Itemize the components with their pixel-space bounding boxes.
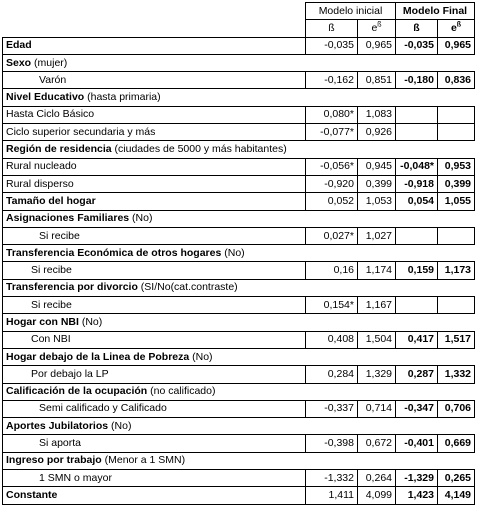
row-label-cell xyxy=(3,452,475,469)
header-empty-cell xyxy=(3,20,306,37)
table-group-row xyxy=(3,348,475,365)
beta-final-cell xyxy=(396,106,438,123)
exp-beta-initial-cell: 0,399 xyxy=(358,175,396,192)
row-label-cell xyxy=(3,72,306,89)
table-row xyxy=(3,262,475,279)
table-row xyxy=(3,487,475,504)
row-label: Región de residencia xyxy=(6,143,112,156)
exp-beta-final-cell: 0,965 xyxy=(438,37,475,54)
row-label-cell xyxy=(3,89,475,106)
exp-beta-initial-cell: 1,053 xyxy=(358,193,396,210)
beta-final-cell: -1,329 xyxy=(396,470,438,487)
row-label-cell xyxy=(3,314,475,331)
table-row xyxy=(3,72,475,89)
exp-beta-final-cell xyxy=(438,124,475,141)
row-label: Hasta Ciclo Básico xyxy=(6,108,95,121)
row-label: Edad xyxy=(6,39,32,52)
exp-beta-final-cell xyxy=(438,227,475,244)
table-row xyxy=(3,297,475,314)
row-label-cell xyxy=(3,487,306,504)
row-label: Transferencia Económica de otros hogares xyxy=(6,246,222,259)
exp-beta-final-cell: 4,149 xyxy=(438,487,475,504)
table-group-row xyxy=(3,314,475,331)
exp-superscript: ß xyxy=(377,21,382,29)
exp-beta-final-cell xyxy=(438,297,475,314)
exp-beta-final-cell: 0,265 xyxy=(438,470,475,487)
table-row xyxy=(3,193,475,210)
regression-table-sheet xyxy=(2,2,474,505)
row-label-cell xyxy=(3,418,475,435)
header-row-models xyxy=(3,3,475,20)
row-reference-note: (No) xyxy=(189,350,213,363)
model-final-header: Modelo Final xyxy=(396,3,475,20)
beta-initial-cell: -1,332 xyxy=(306,470,358,487)
row-reference-note: (No) xyxy=(108,419,132,432)
beta-initial-cell: -0,920 xyxy=(306,175,358,192)
row-reference-note: (mujer) xyxy=(31,56,68,69)
row-label: Si recibe xyxy=(31,264,72,277)
row-label-cell xyxy=(3,262,306,279)
row-label: Con NBI xyxy=(31,333,71,346)
row-reference-note: (SI/No(cat.contraste) xyxy=(137,281,238,294)
exp-beta-final-cell: 1,517 xyxy=(438,331,475,348)
exp-beta-initial-cell: 0,926 xyxy=(358,124,396,141)
row-label-cell xyxy=(3,400,306,417)
beta-initial-cell: 0,154* xyxy=(306,297,358,314)
beta-final-cell: -0,401 xyxy=(396,435,438,452)
exp-beta-initial-cell: 1,027 xyxy=(358,227,396,244)
exp-beta-final-cell: 1,332 xyxy=(438,366,475,383)
model-initial-header: Modelo inicial xyxy=(306,3,396,20)
table-group-row xyxy=(3,89,475,106)
exp-beta-final-cell: 1,173 xyxy=(438,262,475,279)
beta-initial-cell: 0,080* xyxy=(306,106,358,123)
table-row xyxy=(3,227,475,244)
row-reference-note: (ciudades de 5000 y más habitantes) xyxy=(111,143,287,156)
beta-final-cell: 0,287 xyxy=(396,366,438,383)
row-label-cell xyxy=(3,331,306,348)
exp-beta-initial-cell: 0,945 xyxy=(358,158,396,175)
table-group-row xyxy=(3,383,475,400)
beta-initial-cell: 0,16 xyxy=(306,262,358,279)
table-row xyxy=(3,106,475,123)
table-group-row xyxy=(3,210,475,227)
row-label: Tamaño del hogar xyxy=(6,194,96,207)
beta-final-cell: -0,347 xyxy=(396,400,438,417)
exp-beta-initial-cell: 0,672 xyxy=(358,435,396,452)
exp-beta-final-cell xyxy=(438,106,475,123)
row-label-cell xyxy=(3,227,306,244)
exp-beta-initial-cell: 0,714 xyxy=(358,400,396,417)
table-group-row xyxy=(3,279,475,296)
table-body xyxy=(3,37,475,504)
row-label: Nivel Educativo xyxy=(6,91,85,104)
table-group-row xyxy=(3,452,475,469)
table-row xyxy=(3,435,475,452)
row-reference-note: (Menor a 1 SMN) xyxy=(101,454,186,467)
table-row xyxy=(3,37,475,54)
beta-initial-cell: -0,035 xyxy=(306,37,358,54)
beta-final-cell: 0,054 xyxy=(396,193,438,210)
table-row xyxy=(3,158,475,175)
table-group-row xyxy=(3,418,475,435)
row-label: Ingreso por trabajo xyxy=(6,454,102,467)
beta-initial-cell: -0,398 xyxy=(306,435,358,452)
beta-initial-cell: 0,284 xyxy=(306,366,358,383)
beta-final-cell: -0,035 xyxy=(396,37,438,54)
exp-base: e xyxy=(450,21,457,34)
exp-beta-header-initial xyxy=(358,20,396,37)
exp-beta-initial-cell: 1,329 xyxy=(358,366,396,383)
table-row xyxy=(3,124,475,141)
beta-final-cell: -0,918 xyxy=(396,175,438,192)
row-reference-note: (no calificado) xyxy=(147,385,216,398)
beta-final-cell: 0,159 xyxy=(396,262,438,279)
exp-beta-final-cell: 1,055 xyxy=(438,193,475,210)
beta-symbol: ß xyxy=(413,21,420,34)
row-label-cell xyxy=(3,54,475,71)
row-label: Hogar debajo de la Linea de Pobreza xyxy=(6,350,190,363)
exp-beta-initial-cell: 1,504 xyxy=(358,331,396,348)
exp-beta-initial-cell: 0,264 xyxy=(358,470,396,487)
row-label-cell xyxy=(3,141,475,158)
row-label: Rural nucleado xyxy=(6,160,77,173)
beta-initial-cell: 0,052 xyxy=(306,193,358,210)
header-row-coefficients xyxy=(3,20,475,37)
row-label-cell xyxy=(3,106,306,123)
row-reference-note: (hasta primaria) xyxy=(84,91,161,104)
row-label-cell xyxy=(3,210,475,227)
beta-initial-cell: -0,337 xyxy=(306,400,358,417)
exp-beta-initial-cell: 0,851 xyxy=(358,72,396,89)
row-reference-note: (No) xyxy=(221,246,245,259)
beta-final-cell xyxy=(396,297,438,314)
table-row xyxy=(3,175,475,192)
row-label: Por debajo la LP xyxy=(31,367,109,380)
row-label-cell xyxy=(3,348,475,365)
row-label: 1 SMN o mayor xyxy=(39,471,112,484)
beta-final-cell: 1,423 xyxy=(396,487,438,504)
beta-initial-cell: -0,056* xyxy=(306,158,358,175)
beta-initial-cell: 0,027* xyxy=(306,227,358,244)
row-label-cell xyxy=(3,193,306,210)
exp-beta-final-cell: 0,836 xyxy=(438,72,475,89)
exp-beta-header-final xyxy=(438,20,475,37)
beta-final-cell xyxy=(396,124,438,141)
row-label: Si recibe xyxy=(39,229,80,242)
table-row xyxy=(3,470,475,487)
row-label: Rural disperso xyxy=(6,177,74,190)
exp-beta-final-cell: 0,669 xyxy=(438,435,475,452)
row-label: Varón xyxy=(39,73,67,86)
exp-beta-final-cell: 0,399 xyxy=(438,175,475,192)
beta-final-cell: 0,417 xyxy=(396,331,438,348)
row-label: Semi calificado y Calificado xyxy=(39,402,167,415)
beta-initial-cell: 1,411 xyxy=(306,487,358,504)
row-label: Sexo xyxy=(6,56,32,69)
beta-initial-cell: -0,077* xyxy=(306,124,358,141)
row-label-cell xyxy=(3,158,306,175)
row-label: Si recibe xyxy=(31,298,72,311)
exp-beta-final-cell: 0,953 xyxy=(438,158,475,175)
exp-beta-initial-cell: 1,174 xyxy=(358,262,396,279)
row-label: Asignaciones Familiares xyxy=(6,212,130,225)
row-label-cell xyxy=(3,383,475,400)
table-row xyxy=(3,366,475,383)
row-label: Ciclo superior secundaria y más xyxy=(6,125,156,138)
beta-symbol: ß xyxy=(328,21,335,34)
row-label: Hogar con NBI xyxy=(6,315,79,328)
exp-superscript: ß xyxy=(456,21,462,29)
header-empty-cell xyxy=(3,3,306,20)
exp-beta-final-cell: 0,706 xyxy=(438,400,475,417)
beta-header-final xyxy=(396,20,438,37)
row-label-cell xyxy=(3,470,306,487)
row-label: Constante xyxy=(6,488,58,501)
row-label-cell xyxy=(3,297,306,314)
beta-header-initial xyxy=(306,20,358,37)
exp-beta-initial-cell: 1,083 xyxy=(358,106,396,123)
table-row xyxy=(3,400,475,417)
row-label: Aportes Jubilatorios xyxy=(6,419,109,432)
row-label: Calificación de la ocupación xyxy=(6,385,148,398)
row-label-cell xyxy=(3,279,475,296)
row-label: Si aporta xyxy=(39,437,82,450)
row-label-cell xyxy=(3,124,306,141)
beta-initial-cell: 0,408 xyxy=(306,331,358,348)
table-row xyxy=(3,331,475,348)
row-label: Transferencia por divorcio xyxy=(6,281,138,294)
table-group-row xyxy=(3,245,475,262)
row-label-cell xyxy=(3,37,306,54)
exp-beta-initial-cell: 1,167 xyxy=(358,297,396,314)
row-label-cell xyxy=(3,366,306,383)
exp-base: e xyxy=(371,21,378,34)
beta-initial-cell: -0,162 xyxy=(306,72,358,89)
row-label-cell xyxy=(3,175,306,192)
table-group-row xyxy=(3,141,475,158)
exp-beta-initial-cell: 0,965 xyxy=(358,37,396,54)
row-label-cell xyxy=(3,435,306,452)
beta-final-cell: -0,180 xyxy=(396,72,438,89)
row-reference-note: (No) xyxy=(129,212,153,225)
beta-final-cell xyxy=(396,227,438,244)
exp-beta-initial-cell: 4,099 xyxy=(358,487,396,504)
row-reference-note: (No) xyxy=(78,315,103,328)
table-group-row xyxy=(3,54,475,71)
row-label-cell xyxy=(3,245,475,262)
regression-table xyxy=(2,2,475,505)
beta-final-cell: -0,048* xyxy=(396,158,438,175)
